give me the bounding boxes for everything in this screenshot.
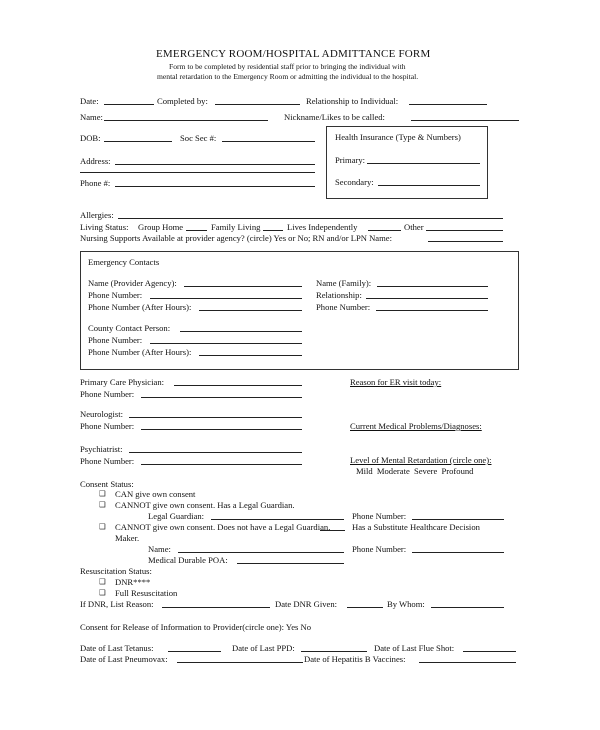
tetanus-field[interactable] — [168, 651, 221, 652]
name-label: Name: — [80, 112, 103, 122]
dnr-reason-label: If DNR, List Reason: — [80, 599, 154, 609]
name-field[interactable] — [104, 120, 268, 121]
consent-option-can: CAN give own consent — [115, 489, 196, 499]
living-status-label: Living Status: — [80, 222, 129, 232]
lives-independently-field[interactable] — [368, 230, 401, 231]
primary-insurance-field[interactable] — [367, 163, 480, 164]
pneumovax-label: Date of Last Pneumovax: — [80, 654, 168, 664]
allergies-label: Allergies: — [80, 210, 114, 220]
consent-option-legal-guardian: CANNOT give own consent. Has a Legal Guardian. — [115, 500, 295, 510]
consent-checkbox-2[interactable]: ❑ — [99, 500, 106, 509]
other-label: Other — [404, 222, 424, 232]
relationship-field[interactable] — [409, 104, 487, 105]
provider-phone-label: Phone Number: — [88, 290, 143, 300]
provider-after-hours-field[interactable] — [199, 310, 302, 311]
dnr-date-label: Date DNR Given: — [275, 599, 338, 609]
secondary-insurance-label: Secondary: — [335, 177, 374, 187]
county-contact-label: County Contact Person: — [88, 323, 171, 333]
psychiatrist-field[interactable] — [129, 452, 302, 453]
consent-option-no-guardian: CANNOT give own consent. Does not have a Legal Guardian. — [115, 522, 331, 532]
completed-by-field[interactable] — [215, 104, 300, 105]
hep-b-field[interactable] — [419, 662, 516, 663]
dnr-reason-field[interactable] — [162, 607, 270, 608]
rn-lpn-name-field[interactable] — [428, 241, 503, 242]
family-relationship-field[interactable] — [366, 298, 488, 299]
county-after-hours-label: Phone Number (After Hours): — [88, 347, 192, 357]
group-home-field[interactable] — [186, 230, 207, 231]
medical-poa-field[interactable] — [237, 563, 344, 564]
dnr-by-whom-label: By Whom: — [387, 599, 425, 609]
neurologist-phone-label: Phone Number: — [80, 421, 135, 431]
dnr-label: DNR**** — [115, 577, 151, 587]
emergency-contacts-heading: Emergency Contacts — [88, 257, 160, 267]
primary-care-phone-field[interactable] — [141, 397, 302, 398]
primary-insurance-label: Primary: — [335, 155, 366, 165]
substitute-name-label: Name: — [148, 544, 171, 554]
family-living-field[interactable] — [263, 230, 283, 231]
dob-label: DOB: — [80, 133, 101, 143]
release-info-consent[interactable]: Consent for Release of Information to Provider(circle one): Yes No — [80, 622, 312, 632]
phone-label: Phone #: — [80, 178, 111, 188]
nursing-supports-label: Nursing Supports Available at provider agency? (circle) Yes or No; RN and/or LPN Name: — [80, 233, 393, 243]
tetanus-label: Date of Last Tetanus: — [80, 643, 154, 653]
secondary-insurance-field[interactable] — [378, 185, 480, 186]
legal-guardian-field[interactable] — [211, 519, 344, 520]
level-mr-options[interactable]: Mild Moderate Severe Profound — [356, 466, 474, 476]
allergies-field[interactable] — [118, 218, 503, 219]
phone-field[interactable] — [115, 186, 315, 187]
soc-sec-label: Soc Sec #: — [180, 133, 217, 143]
relationship-label: Relationship to Individual: — [306, 96, 399, 106]
full-resuscitation-checkbox[interactable]: ❑ — [99, 588, 106, 597]
neurologist-phone-field[interactable] — [141, 429, 302, 430]
address-field[interactable] — [115, 164, 315, 165]
psychiatrist-phone-label: Phone Number: — [80, 456, 135, 466]
substitute-decision-label-cont: Maker. — [115, 533, 140, 543]
form-subtitle-line-2: mental retardation to the Emergency Room or admitting the individual to the hospital. — [157, 72, 419, 81]
psychiatrist-label: Psychiatrist: — [80, 444, 123, 454]
county-phone-field[interactable] — [150, 343, 302, 344]
address-label: Address: — [80, 156, 111, 166]
family-phone-label: Phone Number: — [316, 302, 371, 312]
address-field-line-2[interactable] — [80, 172, 315, 173]
provider-after-hours-label: Phone Number (After Hours): — [88, 302, 192, 312]
family-phone-field[interactable] — [376, 310, 488, 311]
substitute-phone-label: Phone Number: — [352, 544, 407, 554]
reason-er-label: Reason for ER visit today: — [350, 377, 442, 387]
date-label: Date: — [80, 96, 99, 106]
consent-checkbox-3[interactable]: ❑ — [99, 522, 106, 531]
legal-guardian-label: Legal Guardian: — [148, 511, 205, 521]
nickname-label: Nickname/Likes to be called: — [284, 112, 385, 122]
county-phone-label: Phone Number: — [88, 335, 143, 345]
family-living-label: Family Living — [211, 222, 261, 232]
guardian-phone-field[interactable] — [412, 519, 504, 520]
neurologist-label: Neurologist: — [80, 409, 123, 419]
guardian-phone-label: Phone Number: — [352, 511, 407, 521]
ppd-label: Date of Last PPD: — [232, 643, 295, 653]
form-subtitle-line-1: Form to be completed by residential staff prior to bringing the individual with — [169, 62, 406, 71]
provider-agency-name-field[interactable] — [184, 286, 302, 287]
county-after-hours-field[interactable] — [199, 355, 302, 356]
primary-care-phone-label: Phone Number: — [80, 389, 135, 399]
soc-sec-field[interactable] — [222, 141, 315, 142]
other-field[interactable] — [426, 230, 503, 231]
no-guardian-field[interactable] — [320, 530, 345, 531]
group-home-label: Group Home — [138, 222, 184, 232]
consent-status-heading: Consent Status: — [80, 479, 134, 489]
completed-by-label: Completed by: — [157, 96, 208, 106]
primary-care-field[interactable] — [174, 385, 302, 386]
current-problems-label: Current Medical Problems/Diagnoses: — [350, 421, 482, 431]
nickname-field[interactable] — [411, 120, 519, 121]
hep-b-label: Date of Hepatitis B Vaccines: — [304, 654, 406, 664]
county-contact-field[interactable] — [180, 331, 302, 332]
family-relationship-label: Relationship: — [316, 290, 362, 300]
pneumovax-field[interactable] — [177, 662, 303, 663]
neurologist-field[interactable] — [129, 417, 302, 418]
level-mr-label: Level of Mental Retardation (circle one): — [350, 455, 492, 465]
family-name-label: Name (Family): — [316, 278, 372, 288]
dnr-by-whom-field[interactable] — [431, 607, 504, 608]
dnr-checkbox[interactable]: ❑ — [99, 577, 106, 586]
flu-shot-label: Date of Last Flue Shot: — [374, 643, 455, 653]
date-field[interactable] — [104, 104, 154, 105]
dnr-date-field[interactable] — [347, 607, 383, 608]
substitute-decision-label: Has a Substitute Healthcare Decision — [352, 522, 480, 532]
dob-field[interactable] — [104, 141, 172, 142]
form-title: EMERGENCY ROOM/HOSPITAL ADMITTANCE FORM — [156, 48, 431, 60]
lives-independently-label: Lives Independently — [287, 222, 358, 232]
flu-shot-field[interactable] — [463, 651, 516, 652]
primary-care-label: Primary Care Physician: — [80, 377, 165, 387]
medical-poa-label: Medical Durable POA: — [148, 555, 228, 565]
health-insurance-heading: Health Insurance (Type & Numbers) — [335, 132, 461, 142]
family-name-field[interactable] — [377, 286, 488, 287]
resuscitation-heading: Resuscitation Status: — [80, 566, 152, 576]
provider-phone-field[interactable] — [150, 298, 302, 299]
psychiatrist-phone-field[interactable] — [141, 464, 302, 465]
ppd-field[interactable] — [301, 651, 367, 652]
substitute-name-field[interactable] — [178, 552, 344, 553]
substitute-phone-field[interactable] — [412, 552, 504, 553]
provider-agency-name-label: Name (Provider Agency): — [88, 278, 177, 288]
full-resuscitation-label: Full Resuscitation — [115, 588, 178, 598]
consent-checkbox-1[interactable]: ❑ — [99, 489, 106, 498]
